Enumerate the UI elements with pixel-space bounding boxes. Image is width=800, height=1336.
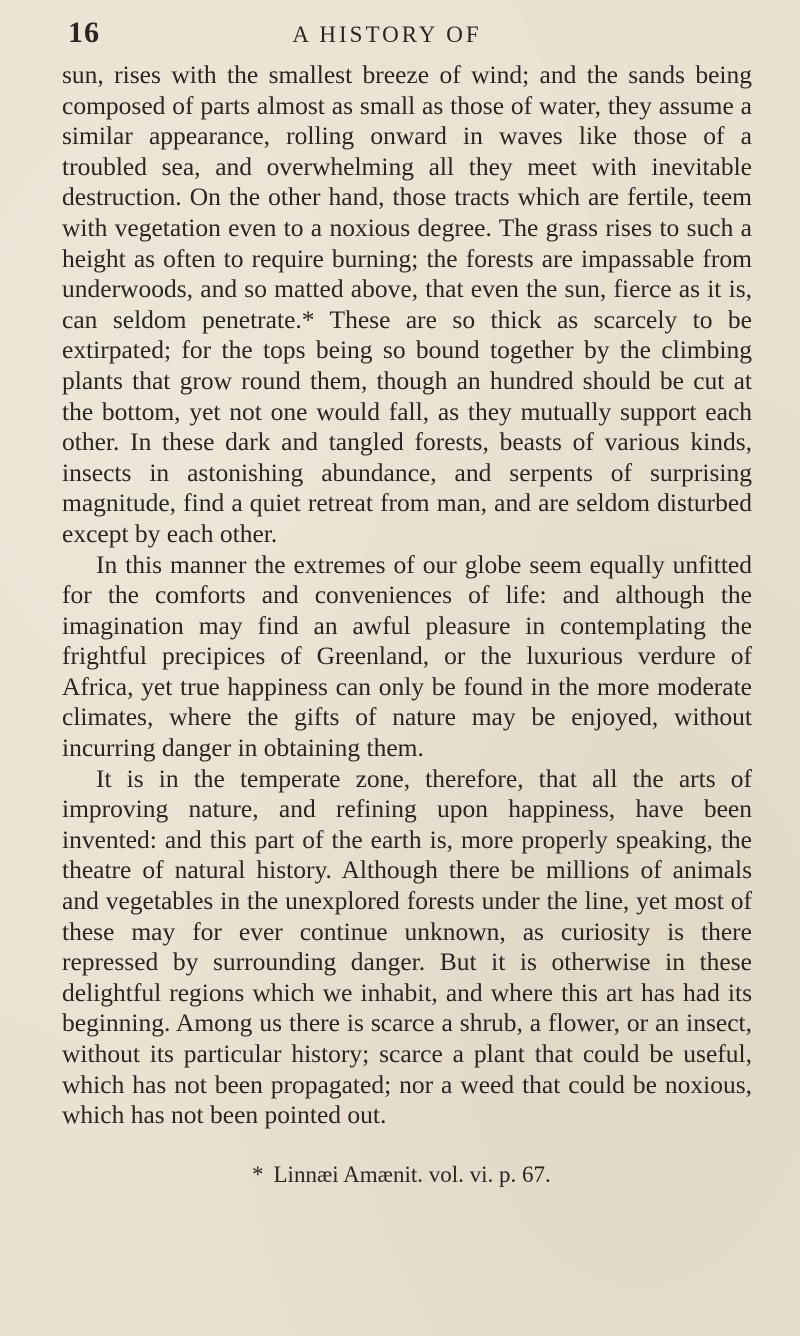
- paragraph: sun, rises with the smallest breeze of wind; and the sands being composed of parts almost as small as those of water, they assume a similar appearance, rolling onward in waves like those of a troubled sea, and overwhelming all they meet with inevitable destruction. On the other hand, those tracts which are fertile, teem with vegetation even to a noxious degree. The grass rises to such a height as often to require burning; the forests are impassable from underwoods, and so matted above, that even the sun, fierce as it is, can seldom penetrate.* These are so thick as scarcely to be extirpated; for the tops being so bound together by the climbing plants that grow round them, though an hundred should be cut at the bottom, yet not one would fall, as they mutually support each other. In these dark and tangled forests, beasts of various kinds, insects in astonishing abundance, and serpents of surprising magnitude, find a quiet retreat from man, and are seldom disturbed except by each other.: [62, 60, 752, 548]
- paragraph: It is in the temperate zone, therefore, that all the arts of improving nature, and refining upon happiness, have been invented: and this part of the earth is, more properly speaking, the theatre of natural history. Although there be millions of animals and vegetables in the unexplored forests under the line, yet most of these may for ever continue unknown, as curiosity is there repressed by surrounding danger. But it is otherwise in these delightful regions which we inhabit, and where this art has had its beginning. Among us there is scarce a shrub, a flower, or an insect, without its particular history; scarce a plant that could be useful, which has not been propagated; nor a weed that could be noxious, which has not been pointed out.: [62, 763, 752, 1130]
- paragraph: In this manner the extremes of our globe seem equally unfitted for the comforts and conveniences of life: and although the imagination may find an awful pleasure in contemplating the frightful precipices of Greenland, or the luxurious verdure of Africa, yet true happiness can only be found in the more moderate climates, where the gifts of nature may be enjoyed, without incurring danger in obtaining them.: [62, 549, 752, 763]
- page-number: 16: [68, 16, 100, 49]
- running-head: [62, 0, 752, 60]
- footnote-mark: *: [252, 1161, 264, 1187]
- footnote-text: Linnæi Amænit. vol. vi. p. 67.: [273, 1161, 551, 1187]
- body-text: [62, 60, 752, 1131]
- footnote: [62, 1161, 752, 1189]
- running-title: A HISTORY OF: [292, 22, 482, 47]
